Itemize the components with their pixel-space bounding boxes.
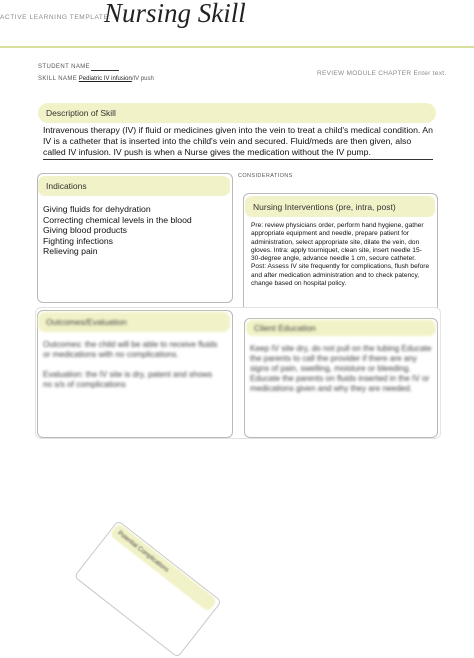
- potential-complications-box: [75, 520, 221, 655]
- client-education-text[interactable]: Keep IV site dry, do not pull on the tubing Educate the parents to call the provider if there are any signs of pain, swelling, moisture or bleeding. Educate the parents on fluids inserted in the IV or medications given and why they are needed.: [250, 344, 432, 393]
- evaluation-paragraph: Evaluation: the IV site is dry, patent and shows no s/s of complications: [43, 370, 213, 389]
- skill-name-row: [38, 76, 154, 82]
- indications-heading-text: Indications: [46, 181, 87, 191]
- description-heading: [38, 103, 436, 123]
- skill-name-label: SKILL NAME: [38, 76, 78, 82]
- page-title: Nursing Skill: [104, 0, 246, 28]
- skill-name-suffix: /IV push: [131, 76, 154, 82]
- review-module-label: REVIEW MODULE CHAPTER: [317, 70, 412, 77]
- skill-name-value[interactable]: Pediatric IV infusion: [78, 76, 132, 82]
- outcomes-heading: [38, 312, 230, 332]
- student-name-label: STUDENT NAME: [38, 64, 91, 70]
- template-label: ACTIVE LEARNING TEMPLATE:: [0, 14, 111, 21]
- student-name-field[interactable]: [91, 70, 119, 71]
- nursing-interventions-heading: [245, 196, 435, 217]
- description-heading-text: Description of Skill: [46, 108, 116, 118]
- list-item: Correcting chemical levels in the blood: [43, 214, 192, 225]
- indications-heading: [38, 176, 230, 196]
- nursing-interventions-heading-text: Nursing Interventions (pre, intra, post): [253, 201, 396, 212]
- client-education-heading-text: Client Education: [254, 323, 316, 333]
- description-underline: [43, 159, 433, 160]
- list-item: Relieving pain: [43, 246, 98, 256]
- list-item: Fighting infections: [43, 235, 114, 246]
- indications-list[interactable]: [43, 204, 192, 257]
- outcomes-heading-text: Outcomes/Evaluation: [46, 317, 127, 327]
- considerations-label: CONSIDERATIONS: [238, 173, 293, 179]
- potential-complications-heading-text: Potential Complications: [116, 530, 170, 574]
- review-module-row: [317, 70, 446, 77]
- client-education-heading: [246, 320, 436, 336]
- list-item: Giving blood products: [43, 225, 128, 235]
- outcomes-paragraph: Outcomes: the child will be able to receive fluids or medications with no complications.: [43, 340, 218, 359]
- review-module-field[interactable]: Enter text.: [413, 70, 447, 77]
- nursing-interventions-text[interactable]: Pre: review physicians order, perform hand hygiene, gather appropriate equipment and needle, prepare patient for administration, select appropriate site, dilate the vein, don gloves. Intra: apply tourniquet, clean site, insert needle 15-30-degree angle, advance needle 1 cm, secure catheter. Post: Assess IV site frequently for complications, flush before and after medication administration and to check patency, change based on hospital policy.: [251, 222, 430, 288]
- outcomes-text[interactable]: [43, 340, 223, 390]
- list-item: Giving fluids for dehydration: [43, 204, 151, 214]
- description-text[interactable]: Intravenous therapy (IV) if fluid or medicines given into the vein to treat a child's medical condition. An IV is a catheter that is inserted into the child's vein and secured. Fluid/meds are then given, also called IV infusion. IV push is when a Nurse gives the medication without the IV pump.: [43, 125, 433, 157]
- header-divider: [0, 46, 474, 48]
